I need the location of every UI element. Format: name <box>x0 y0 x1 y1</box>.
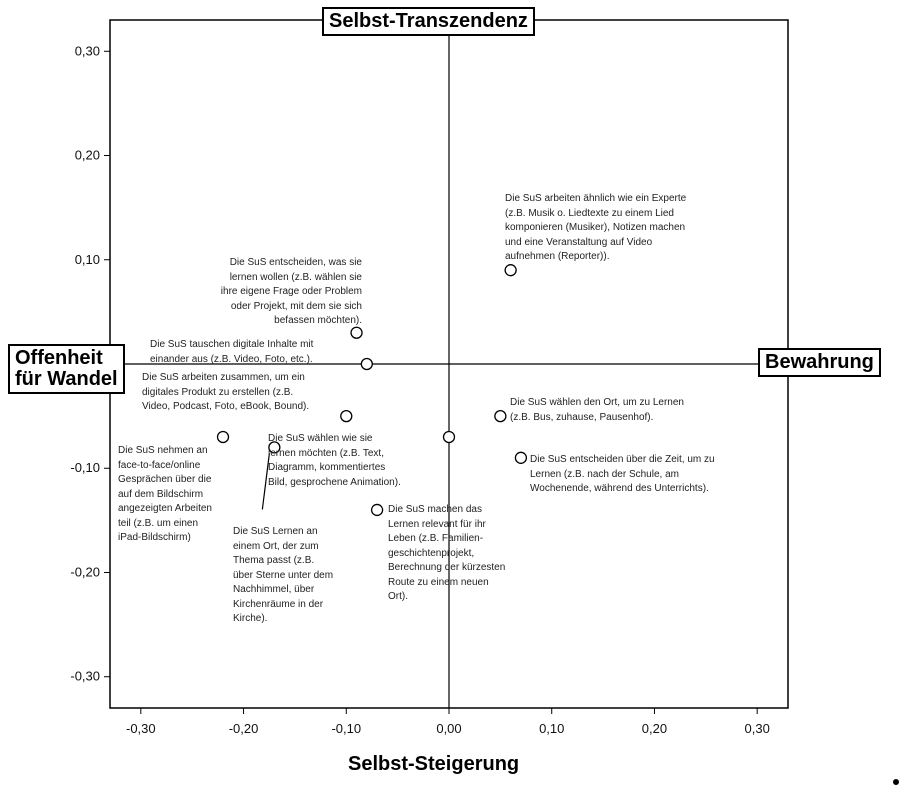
annotation-face-to-face: Die SuS nehmen an face-to-face/online Gesprächen über die auf dem Bildschirm angezeigten Arbeiten teil (z.B. um einen iPad-Bildschirm) <box>118 445 212 543</box>
y-tick-label: -0,20 <box>70 564 100 580</box>
x-tick-label: 0,30 <box>744 721 770 736</box>
x-tick-label: -0,30 <box>125 721 156 736</box>
annotation-experte: Die SuS arbeiten ähnlich wie ein Experte (z.B. Musik o. Liedtexte zu einem Lied komponieren (Musiker), Notizen machen und eine Veranstaltung auf Video aufnehmen (Reporter)). <box>505 193 687 262</box>
annotation-wie-lernen: Die SuS wählen wie sie lernen möchten (z.B. Text, Diagramm, kommentiertes Bild, gesprochene Animation). <box>268 433 401 488</box>
x-tick-label: -0,10 <box>331 721 362 736</box>
data-point <box>218 431 229 442</box>
data-point <box>361 359 372 370</box>
annotation-tauschen: Die SuS tauschen digitale Inhalte mit einander aus (z.B. Video, Foto, etc.). <box>150 339 314 365</box>
x-tick-label: -0,20 <box>228 721 259 736</box>
y-tick-label: 0,30 <box>74 43 100 59</box>
annotation-ort-thema: Die SuS Lernen an einem Ort, der zum Thema passt (z.B. über Sterne unter dem Nachhimmel, über Kirchenräume in der Kirche). <box>233 526 334 624</box>
right-axis-label: Bewahrung <box>758 348 881 377</box>
y-tick-label: -0,30 <box>70 668 100 684</box>
annotation-ort-waehlen: Die SuS wählen den Ort, um zu Lernen (z.B. Bus, zuhause, Pausenhof). <box>510 397 684 423</box>
annotation-zusammen: Die SuS arbeiten zusammen, um ein digitales Produkt zu erstellen (z.B. Video, Podcast, Foto, eBook, Bound). <box>142 372 310 412</box>
left-axis-label-line2: für Wandel <box>15 368 118 390</box>
data-point <box>341 411 352 422</box>
data-point <box>505 265 516 276</box>
x-tick-label: 0,20 <box>641 721 668 736</box>
y-tick-label: -0,10 <box>70 460 100 476</box>
data-point <box>351 327 362 338</box>
x-axis-title: Selbst-Steigerung <box>348 753 520 775</box>
annotation-zeit: Die SuS entscheiden über die Zeit, um zu Lernen (z.B. nach der Schule, am Wochenende, während des Unterrichts). <box>530 454 715 494</box>
corner-dot <box>893 779 899 785</box>
left-axis-label <box>8 344 125 394</box>
top-axis-label: Selbst-Transzendenz <box>322 7 535 36</box>
y-tick-label: 0,20 <box>74 147 100 163</box>
data-point <box>515 452 526 463</box>
left-axis-label-line1: Offenheit <box>15 347 103 369</box>
x-tick-label: 0,00 <box>436 721 462 736</box>
x-tick-label: 0,10 <box>539 721 565 736</box>
data-point <box>495 411 506 422</box>
annotation-entscheiden-was: Die SuS entscheiden, was sie lernen wollen (z.B. wählen sie ihre eigene Frage oder Problem oder Projekt, mit dem sie sich befassen möchten). <box>220 257 362 326</box>
data-point <box>372 504 383 515</box>
annotation-relevant: Die SuS machen das Lernen relevant für ihr Leben (z.B. Familien- geschichtenprojekt, Berechnung der kürzesten Route zu einem neuen Ort). <box>388 504 506 602</box>
data-point <box>444 431 455 442</box>
y-tick-label: 0,10 <box>74 251 100 267</box>
